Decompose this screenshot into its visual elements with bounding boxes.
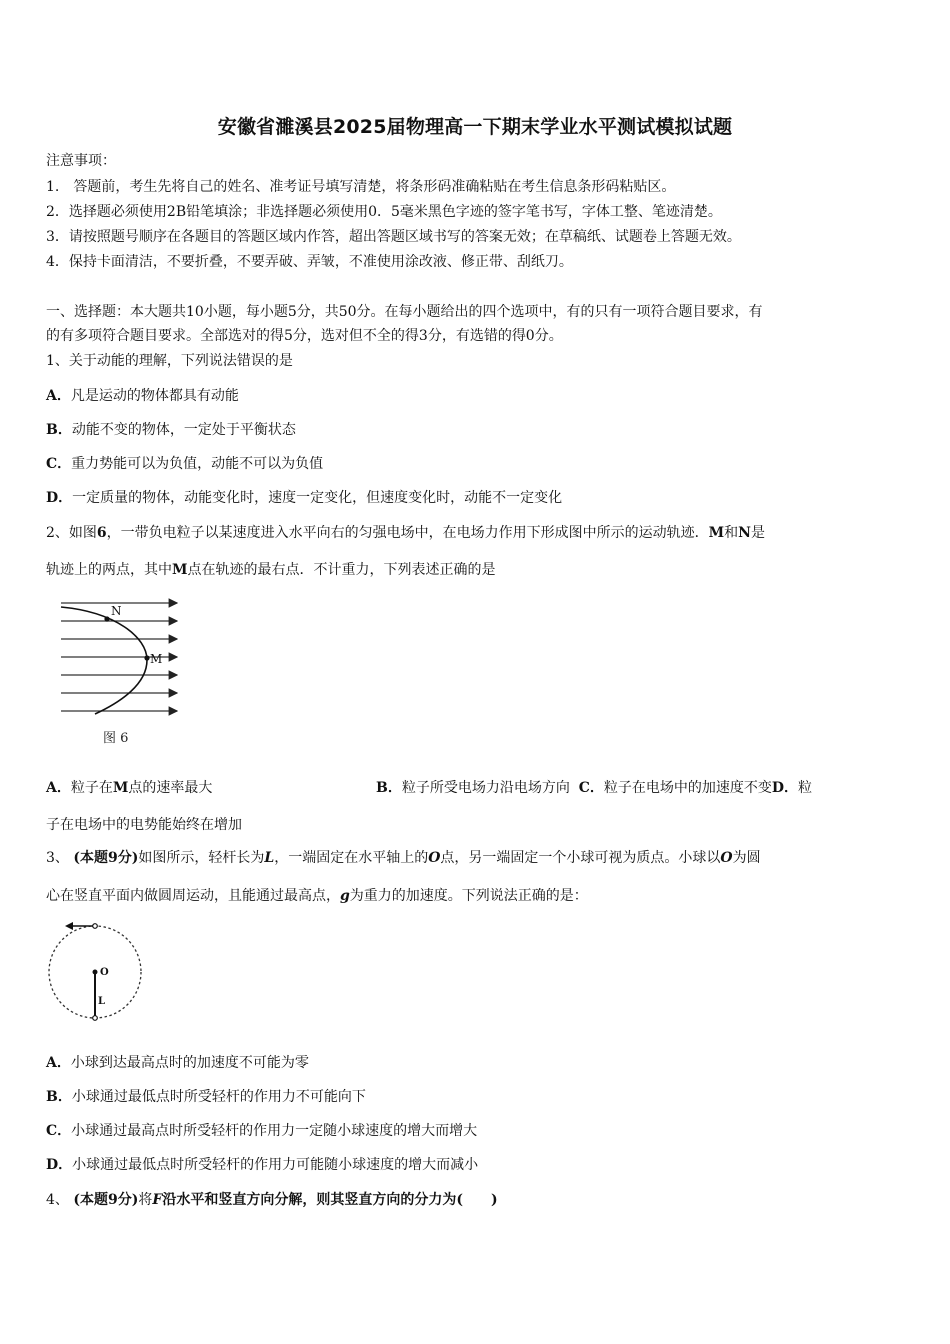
q2-stem-line-1	[46, 523, 765, 543]
label-o: O	[100, 967, 109, 978]
q2-text: 点在轨迹的最右点．不计重力，下列表述正确的是	[187, 562, 496, 578]
q3-option-c	[46, 1121, 477, 1141]
var-o: O	[720, 850, 733, 866]
q3-text: 心在竖直平面内做圆周运动，且能通过最高点，	[46, 888, 340, 904]
q4-text: 沿水平和竖直方向分解，则其竖直方向的分力为( )	[162, 1192, 498, 1208]
section-intro-line-1: 一、选择题：本大题共10小题，每小题5分，共50分。在每小题给出的四个选项中，有的只有一项符合题目要求，有	[46, 304, 763, 320]
page-title: 安徽省濉溪县2025届物理高一下期末学业水平测试模拟试题	[217, 116, 733, 138]
q3-text: 如图所示，轻杆长为	[138, 850, 265, 866]
section-intro-line-2: 的有多项符合题目要求。全部选对的得5分，选对但不全的得3分，有选错的得0分。	[46, 328, 563, 344]
notice-heading: 注意事项：	[46, 153, 116, 169]
option-text: 凡是运动的物体都具有动能	[70, 388, 239, 404]
q1-option-d	[46, 488, 562, 508]
point-m-dot	[144, 655, 149, 660]
q1-option-a	[46, 386, 239, 406]
var-g: g	[340, 888, 350, 904]
q3-text: 为圆	[732, 850, 761, 866]
option-text: 小球通过最高点时所受轻杆的作用力一定随小球速度的增大而增大	[71, 1123, 478, 1139]
label-n: N	[111, 604, 122, 618]
q3-text: ，一端固定在水平轴上的	[274, 850, 429, 866]
var-o: O	[428, 850, 441, 866]
option-text: 动能不变的物体，一定处于平衡状态	[71, 422, 296, 438]
option-label: A．	[46, 780, 71, 796]
q1-option-c	[46, 454, 323, 474]
var-l: L	[264, 850, 275, 866]
axis-point	[93, 970, 98, 975]
q4-stem	[46, 1190, 498, 1210]
q2-option-a	[46, 778, 212, 798]
q4-number: 4、	[46, 1192, 69, 1208]
option-label: A．	[46, 388, 71, 404]
option-text: 粒	[798, 780, 813, 796]
option-label: C．	[46, 456, 72, 472]
point-n-dot	[104, 616, 109, 621]
q2-text: 轨迹上的两点，其中	[46, 562, 172, 578]
notice-item-1: 1. 答题前，考生先将自己的姓名、准考证号填写清楚，将条形码准确粘贴在考生信息条形码粘贴区。	[46, 179, 676, 195]
figure-6-electric-field	[55, 592, 195, 757]
q2-stem-line-2	[46, 560, 496, 580]
label-l: L	[98, 996, 106, 1007]
particle-trajectory	[61, 607, 147, 714]
notice-item-4: 4．保持卡面清洁，不要折叠，不要弄破、弄皱，不准使用涂改液、修正带、刮纸刀。	[46, 254, 573, 270]
q3-option-a	[46, 1053, 309, 1073]
option-text: 粒子在	[70, 780, 113, 796]
q2-text: 2、如图	[46, 525, 97, 541]
option-label: D．	[771, 780, 799, 796]
option-text: 小球通过最低点时所受轻杆的作用力可能随小球速度的增大而减小	[72, 1157, 479, 1173]
q3-option-d	[46, 1155, 478, 1175]
option-label: D．	[46, 1157, 73, 1173]
q3-stem-line-1	[46, 848, 761, 868]
option-label: B．	[46, 1089, 72, 1105]
figure-caption: 图 6	[103, 731, 129, 746]
option-label: C．	[46, 1123, 72, 1139]
figure-circular-motion	[45, 918, 155, 1028]
q2-text: ，一带负电粒子以某速度进入水平向右的匀强电场中，在电场力作用下形成图中所示的运动轨迹．	[106, 525, 709, 541]
option-label: B．	[376, 780, 402, 796]
q3-option-b	[46, 1087, 366, 1107]
option-text: 点的速率最大	[128, 780, 213, 796]
q3-score: (本题9分)	[73, 850, 139, 866]
q2-point-m: M	[172, 562, 188, 578]
q2-text: 和	[724, 525, 739, 541]
q2-option-d-continued: 子在电场中的电势能始终在增加	[46, 817, 242, 833]
q2-point-m: M	[112, 780, 129, 796]
option-label: A．	[46, 1055, 71, 1071]
option-text: 小球到达最高点时的加速度不可能为零	[70, 1055, 309, 1071]
q3-text: 点，另一端固定一个小球可视为质点。小球以	[440, 850, 721, 866]
option-text: 一定质量的物体，动能变化时，速度一定变化，但速度变化时，动能不一定变化	[72, 490, 563, 506]
q2-point-m: M	[708, 525, 725, 541]
var-f: F	[152, 1192, 163, 1208]
arrow-head	[65, 922, 73, 930]
notice-item-2: 2．选择题必须使用2B铅笔填涂；非选择题必须使用0．5毫米黑色字迹的签字笔书写，字体工整、笔迹清楚。	[46, 204, 722, 220]
q4-text: 将	[138, 1192, 153, 1208]
q3-number: 3、	[46, 850, 69, 866]
ball-bottom	[93, 1016, 98, 1021]
q1-stem: 1、关于动能的理解，下列说法错误的是	[46, 353, 293, 369]
q4-score: (本题9分)	[73, 1192, 139, 1208]
q2-point-n: N	[738, 525, 751, 541]
option-label: D．	[46, 490, 73, 506]
notice-item-3: 3．请按照题号顺序在各题目的答题区域内作答，超出答题区域书写的答案无效；在草稿纸、试题卷上答题无效。	[46, 229, 741, 245]
option-text: 小球通过最低点时所受轻杆的作用力不可能向下	[71, 1089, 366, 1105]
ball-top	[93, 924, 98, 929]
option-text: 粒子在电场中的加速度不变	[603, 780, 772, 796]
q2-text: 是	[750, 525, 765, 541]
option-label: C．	[578, 780, 604, 796]
option-text: 重力势能可以为负值，动能不可以为负值	[71, 456, 324, 472]
q3-text: 为重力的加速度。下列说法正确的是：	[349, 888, 588, 904]
option-text: 粒子所受电场力沿电场方向	[401, 780, 570, 796]
q3-stem-line-2	[46, 886, 588, 906]
q1-option-b	[46, 420, 296, 440]
label-m: M	[150, 652, 163, 666]
option-label: B．	[46, 422, 72, 438]
q2-figure-number: 6	[96, 525, 107, 541]
q2-option-b-c-d	[376, 778, 812, 798]
